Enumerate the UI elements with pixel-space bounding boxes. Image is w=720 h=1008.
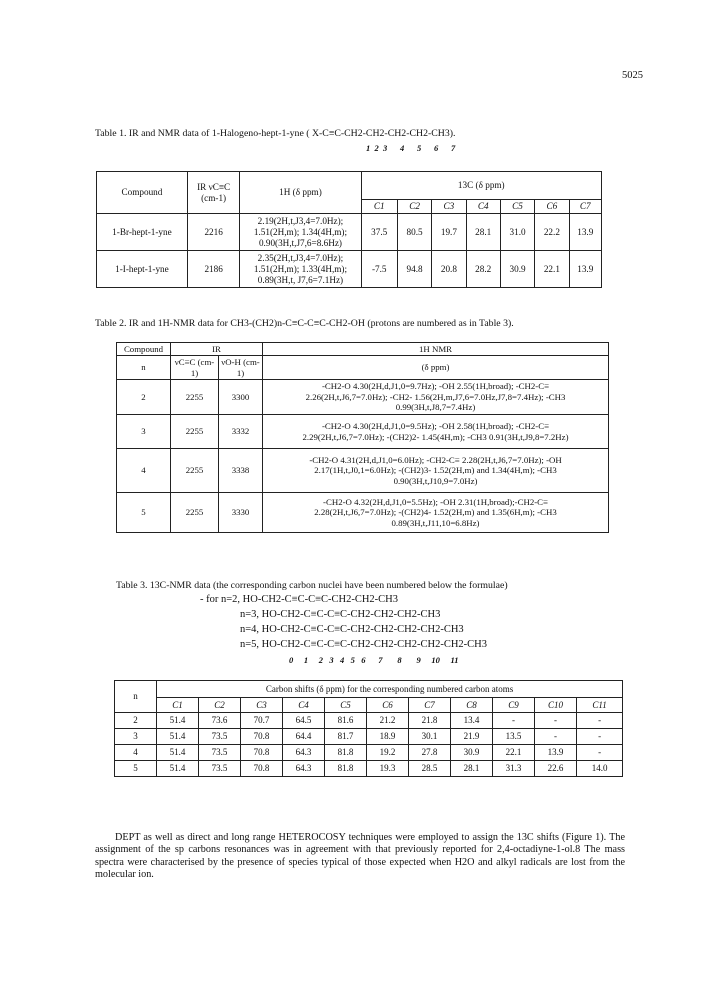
t3-c-value: 70.8	[241, 761, 283, 777]
t2-nmr-cell	[263, 449, 609, 493]
t2-nmr-cell	[263, 493, 609, 533]
table-row	[97, 214, 602, 251]
t3-carbon-label: C10	[535, 698, 577, 713]
t3-c-value: -	[577, 745, 623, 761]
t1-header-13c: 13C (δ ppm)	[361, 172, 601, 200]
table-row	[115, 729, 623, 745]
t3-c-value: -	[577, 729, 623, 745]
t3-c-value: 28.1	[451, 761, 493, 777]
t3-c-value: 14.0	[577, 761, 623, 777]
t1-1h-line: 2.19(2H,t,J3,4=7.0Hz);	[257, 215, 344, 226]
t1-c-value: 20.8	[432, 251, 466, 288]
t1-1h-cell	[240, 214, 361, 251]
t2-header-dppm: (δ ppm)	[263, 356, 609, 380]
t3-c-value: 19.2	[367, 745, 409, 761]
t3-c-value: 64.3	[283, 745, 325, 761]
t3-carbon-label: C5	[325, 698, 367, 713]
t1-carbon-label: C6	[535, 200, 569, 214]
t2-voh: 3300	[219, 380, 263, 415]
t3-n: 3	[115, 729, 157, 745]
table2-caption: Table 2. IR and 1H-NMR data for CH3-(CH2)n-C≡C-C≡C-CH2-OH (protons are numbered as in Table 3).	[95, 318, 514, 329]
t3-c-value: 64.3	[283, 761, 325, 777]
t2-vcc: 2255	[171, 415, 219, 449]
t3-c-value: 70.7	[241, 713, 283, 729]
t2-vcc: 2255	[171, 449, 219, 493]
t2-nmr-line: 0.89(3H,t,J11,10=6.8Hz)	[391, 517, 480, 528]
t3-carbon-numbering: 0 1 2 3 4 5 6 7 8 9 10 11	[289, 655, 459, 665]
t2-nmr-line: 2.29(2H,t,J6,7=7.0Hz); -(CH2)2- 1.45(4H,m); -CH3 0.91(3H,t,J9,8=7.2Hz)	[302, 431, 569, 442]
t1-c-value: -7.5	[361, 251, 397, 288]
table-row	[115, 761, 623, 777]
table3	[114, 680, 623, 777]
t2-nmr-line: 2.26(2H,t,J6,7=7.0Hz); -CH2- 1.56(2H,m,J7,6=7.0Hz,J7,8=7.4Hz); -CH3	[305, 391, 566, 402]
t3-carbon-label: C4	[283, 698, 325, 713]
t2-nmr-cell	[263, 415, 609, 449]
t3-c-value: 64.5	[283, 713, 325, 729]
t1-1h-line: 1.51(2H,m); 1.33(4H,m);	[253, 263, 348, 274]
table-row	[115, 713, 623, 729]
t3-c-value: 22.6	[535, 761, 577, 777]
t2-n: 2	[117, 380, 171, 415]
t3-carbon-label: C2	[199, 698, 241, 713]
t3-formula: n=5, HO-CH2-C≡C-C≡C-CH2-CH2-CH2-CH2-CH2-CH3	[240, 639, 488, 650]
t3-c-value: 73.5	[199, 745, 241, 761]
t1-1h-line: 1.51(2H,m); 1.34(4H,m);	[253, 226, 348, 237]
t3-carbon-label: C3	[241, 698, 283, 713]
t2-header-voh: νO-H (cm-1)	[219, 356, 263, 380]
t1-1h-line: 0.90(3H,t,J7,6=8.6Hz)	[258, 237, 342, 248]
t3-c-value: 22.1	[493, 745, 535, 761]
t2-header-compound: Compound	[117, 343, 171, 356]
t3-n: 5	[115, 761, 157, 777]
t2-nmr-line: 0.90(3H,t,J10,9=7.0Hz)	[393, 475, 478, 486]
t3-carbon-label: C1	[157, 698, 199, 713]
t2-n: 3	[117, 415, 171, 449]
t2-nmr-line: -CH2-O 4.32(2H,d,J1,0=5.5Hz); -OH 2.31(1H,broad);-CH2-C≡	[323, 496, 548, 507]
t1-c-value: 28.1	[466, 214, 500, 251]
t3-c-value: 51.4	[157, 761, 199, 777]
table-row	[117, 493, 609, 533]
t2-nmr-line: -CH2-O 4.30(2H,d,J1,0=9.7Hz); -OH 2.55(1H,broad); -CH2-C≡	[321, 381, 550, 392]
t1-ir: 2186	[187, 251, 240, 288]
table-row	[97, 251, 602, 288]
t1-c-value: 94.8	[397, 251, 431, 288]
t1-carbon-label: C3	[432, 200, 466, 214]
t2-voh: 3332	[219, 415, 263, 449]
t3-header-title: Carbon shifts (δ ppm) for the corresponding numbered carbon atoms	[157, 681, 623, 698]
t3-carbon-header-row	[115, 698, 623, 713]
t3-c-value: 30.1	[409, 729, 451, 745]
t2-nmr-line: 2.28(2H,t,J6,7=7.0Hz); -(CH2)4- 1.52(2H,m) and 1.35(6H,m); -CH3	[314, 507, 557, 518]
t2-voh: 3330	[219, 493, 263, 533]
t3-c-value: 51.4	[157, 729, 199, 745]
t3-c-value: 13.9	[535, 745, 577, 761]
t3-c-value: 18.9	[367, 729, 409, 745]
t2-nmr-line: -CH2-O 4.30(2H,d,J1,0=9.5Hz); -OH 2.58(1H,broad); -CH2-C≡	[321, 420, 550, 431]
t1-1h-line: 0.89(3H,t, J7,6=7.1Hz)	[257, 274, 344, 285]
body-paragraph: DEPT as well as direct and long range HETEROCOSY techniques were employed to assign the 13C shifts (Figure 1). The assignment of the sp carbons resonances was in agreement with that previously reported for 2,4-octadiyne-1-ol.8 The mass spectra were characterised by the presence of species typical of those expected when H2O and alkyl radicals are lost from the molecular ion.	[95, 832, 625, 881]
table3-caption: Table 3. 13C-NMR data (the corresponding carbon nuclei have been numbered below the formulae)	[116, 580, 508, 591]
t2-header-vcc: νC≡C (cm-1)	[171, 356, 219, 380]
t1-header-ir: IR νC≡C (cm-1)	[187, 172, 240, 214]
t3-carbon-label: C9	[493, 698, 535, 713]
t1-ir: 2216	[187, 214, 240, 251]
t2-nmr-line: -CH2-O 4.31(2H,d,J1,0=6.0Hz); -CH2-C≡ 2.28(2H,t,J6,7=7.0Hz); -OH	[309, 454, 562, 465]
t3-c-value: 73.5	[199, 729, 241, 745]
t3-carbon-label: C11	[577, 698, 623, 713]
t3-c-value: 81.6	[325, 713, 367, 729]
t3-c-value: 70.8	[241, 729, 283, 745]
t3-c-value: 70.8	[241, 745, 283, 761]
t2-header-n: n	[117, 356, 171, 380]
t1-c-value: 13.9	[569, 251, 601, 288]
t3-formula: - for n=2, HO-CH2-C≡C-C≡C-CH2-CH2-CH3	[200, 594, 399, 605]
t1-1h-cell	[240, 251, 361, 288]
t1-carbon-label: C7	[569, 200, 601, 214]
table-row	[115, 745, 623, 761]
t3-c-value: 30.9	[451, 745, 493, 761]
t1-c-value: 22.2	[535, 214, 569, 251]
t3-c-value: 81.7	[325, 729, 367, 745]
t3-c-value: 21.2	[367, 713, 409, 729]
t3-carbon-label: C8	[451, 698, 493, 713]
t1-c-value: 22.1	[535, 251, 569, 288]
t1-carbon-label: C5	[500, 200, 534, 214]
t1-carbon-label: C2	[397, 200, 431, 214]
t2-header-nmr: 1H NMR	[263, 343, 609, 356]
t3-c-value: 21.8	[409, 713, 451, 729]
t2-header-ir: IR	[171, 343, 263, 356]
t1-carbon-label: C1	[361, 200, 397, 214]
t2-vcc: 2255	[171, 493, 219, 533]
t2-nmr-cell	[263, 380, 609, 415]
t3-c-value: 81.8	[325, 761, 367, 777]
t1-c-value: 37.5	[361, 214, 397, 251]
t1-header-1h: 1H (δ ppm)	[240, 172, 361, 214]
t3-c-value: 81.8	[325, 745, 367, 761]
t3-c-value: -	[577, 713, 623, 729]
table-row	[117, 380, 609, 415]
t3-carbon-label: C6	[367, 698, 409, 713]
t3-n: 4	[115, 745, 157, 761]
t3-c-value: 51.4	[157, 713, 199, 729]
page-number: 5025	[622, 70, 643, 81]
table2	[116, 342, 609, 533]
t2-n: 4	[117, 449, 171, 493]
t3-c-value: 19.3	[367, 761, 409, 777]
t3-c-value: 73.5	[199, 761, 241, 777]
t1-compound: 1-Br-hept-1-yne	[97, 214, 188, 251]
t3-c-value: 31.3	[493, 761, 535, 777]
t3-n: 2	[115, 713, 157, 729]
t3-c-value: 28.5	[409, 761, 451, 777]
t2-nmr-line: 0.99(3H,t,J8,7=7.4Hz)	[395, 402, 476, 413]
table1-caption: Table 1. IR and NMR data of 1-Halogeno-hept-1-yne ( X-C≡C-CH2-CH2-CH2-CH2-CH3).	[95, 128, 456, 139]
t1-c-value: 31.0	[500, 214, 534, 251]
t3-c-value: 51.4	[157, 745, 199, 761]
t1-c-value: 80.5	[397, 214, 431, 251]
t1-1h-line: 2.35(2H,t,J3,4=7.0Hz);	[257, 252, 344, 263]
t1-carbon-label: C4	[466, 200, 500, 214]
t3-carbon-label: C7	[409, 698, 451, 713]
t3-c-value: 73.6	[199, 713, 241, 729]
t3-c-value: 64.4	[283, 729, 325, 745]
t3-c-value: 21.9	[451, 729, 493, 745]
table-row	[117, 415, 609, 449]
t1-c-value: 13.9	[569, 214, 601, 251]
t2-vcc: 2255	[171, 380, 219, 415]
t3-c-value: -	[535, 729, 577, 745]
t2-nmr-line: 2.17(1H,t,J0,1=6.0Hz); -(CH2)3- 1.52(2H,m) and 1.34(4H,m); -CH3	[314, 465, 557, 476]
t3-c-value: 13.4	[451, 713, 493, 729]
t2-n: 5	[117, 493, 171, 533]
t1-header-compound: Compound	[97, 172, 188, 214]
table1	[96, 171, 602, 288]
t3-formula: n=3, HO-CH2-C≡C-C≡C-CH2-CH2-CH2-CH3	[240, 609, 441, 620]
t3-c-value: -	[535, 713, 577, 729]
t3-formula: n=4, HO-CH2-C≡C-C≡C-CH2-CH2-CH2-CH2-CH3	[240, 624, 464, 635]
table1-carbon-numbering: 1 2 3 4 5 6 7	[366, 143, 456, 153]
t2-voh: 3338	[219, 449, 263, 493]
t3-header-n: n	[115, 681, 157, 713]
t1-compound: 1-I-hept-1-yne	[97, 251, 188, 288]
table-row	[117, 449, 609, 493]
t3-c-value: 27.8	[409, 745, 451, 761]
t1-c-value: 19.7	[432, 214, 466, 251]
t1-c-value: 30.9	[500, 251, 534, 288]
t1-c-value: 28.2	[466, 251, 500, 288]
t3-c-value: -	[493, 713, 535, 729]
t3-c-value: 13.5	[493, 729, 535, 745]
